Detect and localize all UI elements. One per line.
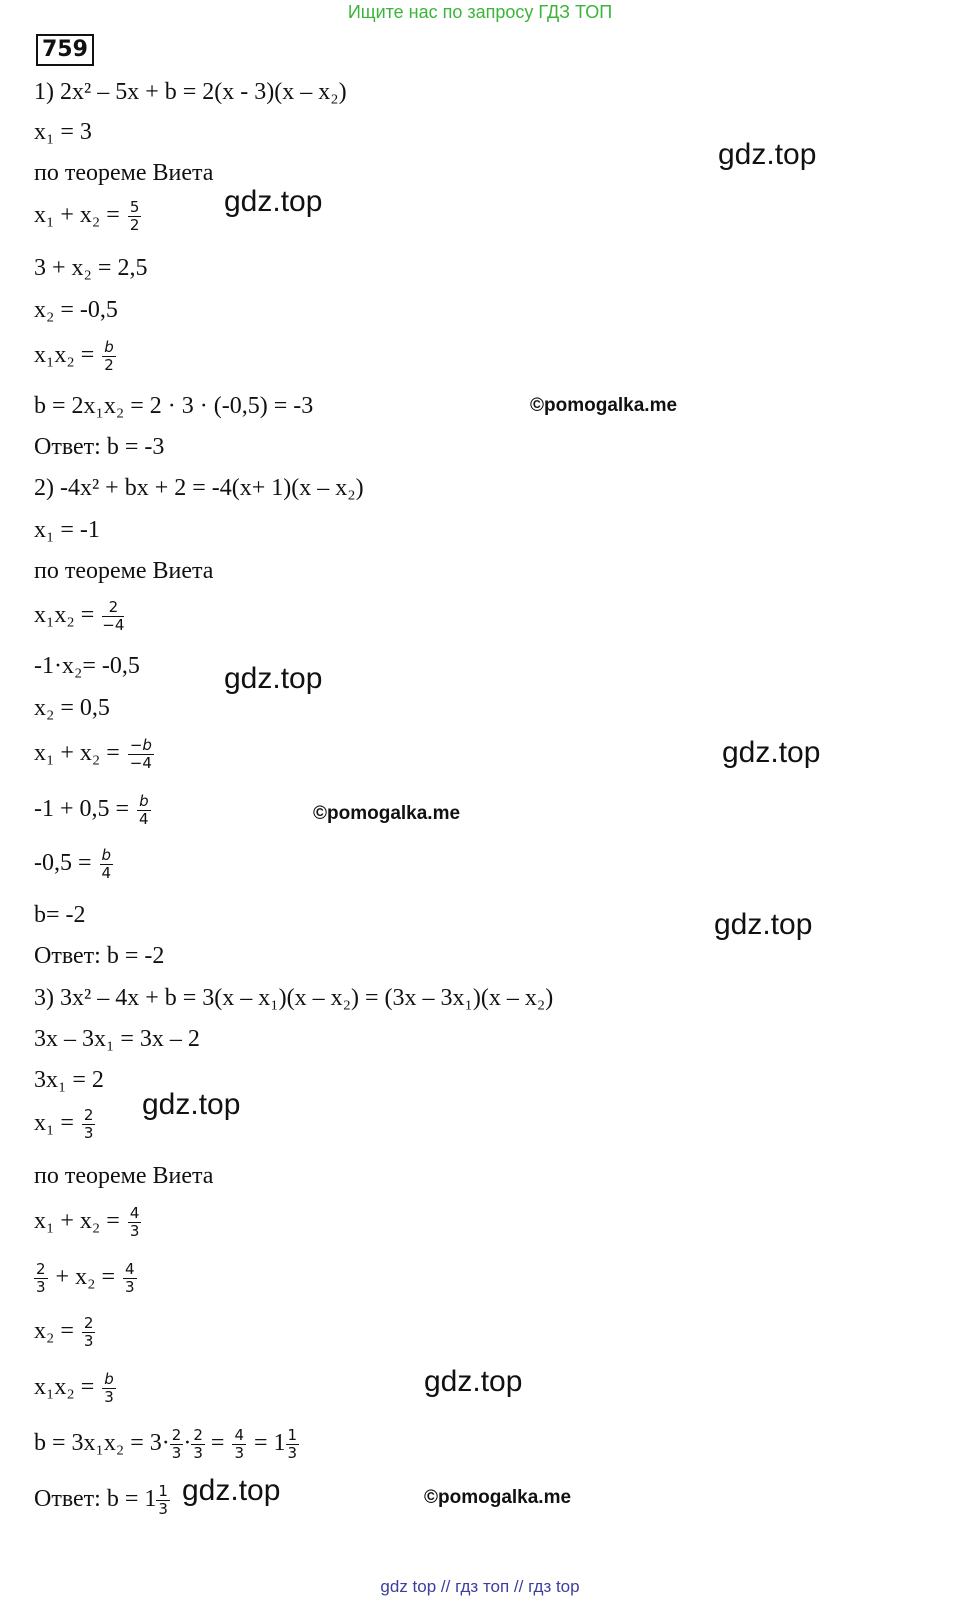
p3-b-f4d: 3 [287, 1444, 298, 1462]
p2-step2-frac [137, 794, 151, 827]
p2-sum-frac [128, 738, 154, 771]
problem-number: 759 [36, 34, 94, 66]
p2-sum-lhs: x₁ + x₂ = [34, 740, 120, 767]
p3-prod-frac [102, 1372, 116, 1405]
p2-step2-num: b [139, 792, 149, 810]
p3-b-f4n: 1 [287, 1426, 298, 1444]
p2-step1: -1·x₂= -0,5 [34, 653, 140, 679]
p3-b-frac1 [170, 1428, 184, 1461]
p3-answer-frac [156, 1484, 170, 1517]
p3-b-frac4 [286, 1428, 300, 1461]
p3-b-f1n: 2 [171, 1426, 182, 1444]
p2-prod-den: −4 [102, 616, 125, 634]
p3-x2-den: 3 [83, 1332, 94, 1350]
p3-b-f2n: 2 [193, 1426, 203, 1444]
p1-prod-den: 2 [104, 356, 114, 374]
p3-sum-num: 4 [129, 1204, 140, 1222]
p2-x2: x₂ = 0,5 [34, 695, 110, 721]
p2-sum-den: −4 [129, 754, 152, 772]
p3-prod-num: b [104, 1370, 114, 1388]
p3-s2-frac [34, 1262, 48, 1295]
p3-answer-num: 1 [158, 1482, 168, 1500]
p1-sum-den: 2 [129, 216, 140, 234]
p1-x2: x₂ = -0,5 [34, 297, 118, 323]
p1-prod-lhs: x₁x₂ = [34, 342, 95, 369]
footer-links[interactable]: gdz top // гдз топ // гдз top [380, 1577, 580, 1596]
p1-sum-frac [128, 200, 142, 233]
p3-sum-lhs: x₁ + x₂ = [34, 1208, 120, 1235]
p1-prod-frac [102, 340, 116, 373]
p3-x1-lhs: x₁ = [34, 1110, 74, 1137]
p2-step2-lhs: -1 + 0,5 = [34, 796, 130, 823]
p1-viet: по теореме Виета [34, 160, 214, 186]
p2-prod [34, 600, 126, 633]
p2-viet: по теореме Виета [34, 558, 214, 584]
p2-sum-num: −b [129, 736, 152, 754]
p3-s2-rnum: 4 [124, 1260, 135, 1278]
p3-prod-lhs: x₁x₂ = [34, 1374, 95, 1401]
p2-prod-lhs: x₁x₂ = [34, 602, 95, 629]
p3-s2-rden: 3 [124, 1278, 135, 1296]
watermark-gdz: gdz.top [224, 185, 323, 218]
p3-x1-num: 2 [83, 1106, 94, 1124]
watermark-gdz: gdz.top [182, 1474, 281, 1507]
watermark-pomogalka: ©pomogalka.me [313, 803, 461, 824]
p3-s2-mid: + x₂ = [55, 1264, 115, 1291]
p1-step1: 3 + x₂ = 2,5 [34, 255, 148, 281]
p2-step2 [34, 794, 153, 827]
p3-step2: 3x₁ = 2 [34, 1067, 104, 1093]
p3-x1 [34, 1108, 97, 1141]
p3-x1-frac [82, 1108, 96, 1141]
p1-sum [34, 200, 143, 233]
p2-equation: 2) -4x² + bx + 2 = -4(x+ 1)(x – x₂) [34, 475, 364, 501]
p2-step3-num: b [101, 846, 112, 864]
p3-b-frac3 [232, 1428, 246, 1461]
p3-b-f3n: 4 [234, 1426, 244, 1444]
p3-b-eq: = [210, 1430, 225, 1457]
watermark-gdz: gdz.top [714, 908, 813, 941]
p3-answer [34, 1484, 172, 1517]
p2-x1: x₁ = -1 [34, 517, 100, 543]
watermark-gdz: gdz.top [142, 1088, 241, 1121]
p3-x2-frac [82, 1316, 96, 1349]
watermark-gdz: gdz.top [722, 736, 821, 769]
p2-b-val: b= -2 [34, 902, 86, 928]
p3-answer-den: 3 [158, 1500, 168, 1518]
p1-x1: x₁ = 3 [34, 119, 92, 145]
p3-sum-frac [128, 1206, 142, 1239]
p2-step3-frac [100, 848, 114, 881]
p2-step3-lhs: -0,5 = [34, 850, 92, 877]
watermark-pomogalka: ©pomogalka.me [424, 1487, 572, 1508]
p1-equation: 1) 2x² – 5x + b = 2(x - 3)(x – x₂) [34, 79, 347, 105]
p3-step1: 3x – 3x₁ = 3x – 2 [34, 1026, 200, 1052]
watermark-gdz: gdz.top [718, 138, 817, 171]
p3-b-f3d: 3 [234, 1444, 244, 1462]
p3-b-calc [34, 1428, 301, 1461]
p3-prod-den: 3 [104, 1388, 114, 1406]
p2-prod-num: 2 [102, 600, 124, 617]
p2-answer: Ответ: b = -2 [34, 943, 165, 969]
p3-equation: 3) 3x² – 4x + b = 3(x – x₁)(x – x₂) = (3x – 3x₁)(x – x₂) [34, 985, 554, 1011]
p3-s2-rfrac [123, 1262, 137, 1295]
p1-prod [34, 340, 118, 373]
p3-s2-num: 2 [36, 1260, 46, 1278]
p3-x2-lhs: x₂ = [34, 1318, 74, 1345]
p2-sum [34, 738, 156, 771]
p3-sum [34, 1206, 143, 1239]
p3-answer-lhs: Ответ: b = 1 [34, 1486, 157, 1513]
p1-sum-lhs: x₁ + x₂ = [34, 202, 120, 229]
p3-sum-den: 3 [129, 1222, 140, 1240]
p2-step2-den: 4 [139, 810, 149, 828]
p2-prod-frac [102, 600, 124, 633]
p3-prod [34, 1372, 118, 1405]
p3-x1-den: 3 [83, 1124, 94, 1142]
p1-sum-num: 5 [129, 198, 140, 216]
watermark-gdz: gdz.top [424, 1365, 523, 1398]
p3-viet: по теореме Виета [34, 1163, 214, 1189]
p3-s2-den: 3 [36, 1278, 46, 1296]
p1-prod-num: b [104, 338, 114, 356]
p3-b-dot: · [183, 1430, 192, 1457]
p3-step3 [34, 1262, 139, 1295]
p3-x2-num: 2 [83, 1314, 94, 1332]
p3-b-f1d: 3 [171, 1444, 182, 1462]
p3-b-f2d: 3 [193, 1444, 203, 1462]
p3-b-eq2: = 1 [253, 1430, 286, 1457]
p3-b-frac2 [191, 1428, 205, 1461]
p3-x2 [34, 1316, 97, 1349]
p2-step3-den: 4 [101, 864, 112, 882]
watermark-gdz: gdz.top [224, 662, 323, 695]
p1-b-calc: b = 2x₁x₂ = 2 · 3 · (-0,5) = -3 [34, 393, 314, 419]
p3-b-lhs: b = 3x₁x₂ = 3· [34, 1430, 170, 1457]
watermark-pomogalka: ©pomogalka.me [530, 395, 678, 416]
top-banner: Ищите нас по запросу ГДЗ ТОП [347, 2, 613, 22]
p1-answer: Ответ: b = -3 [34, 434, 165, 460]
p2-step3 [34, 848, 115, 881]
